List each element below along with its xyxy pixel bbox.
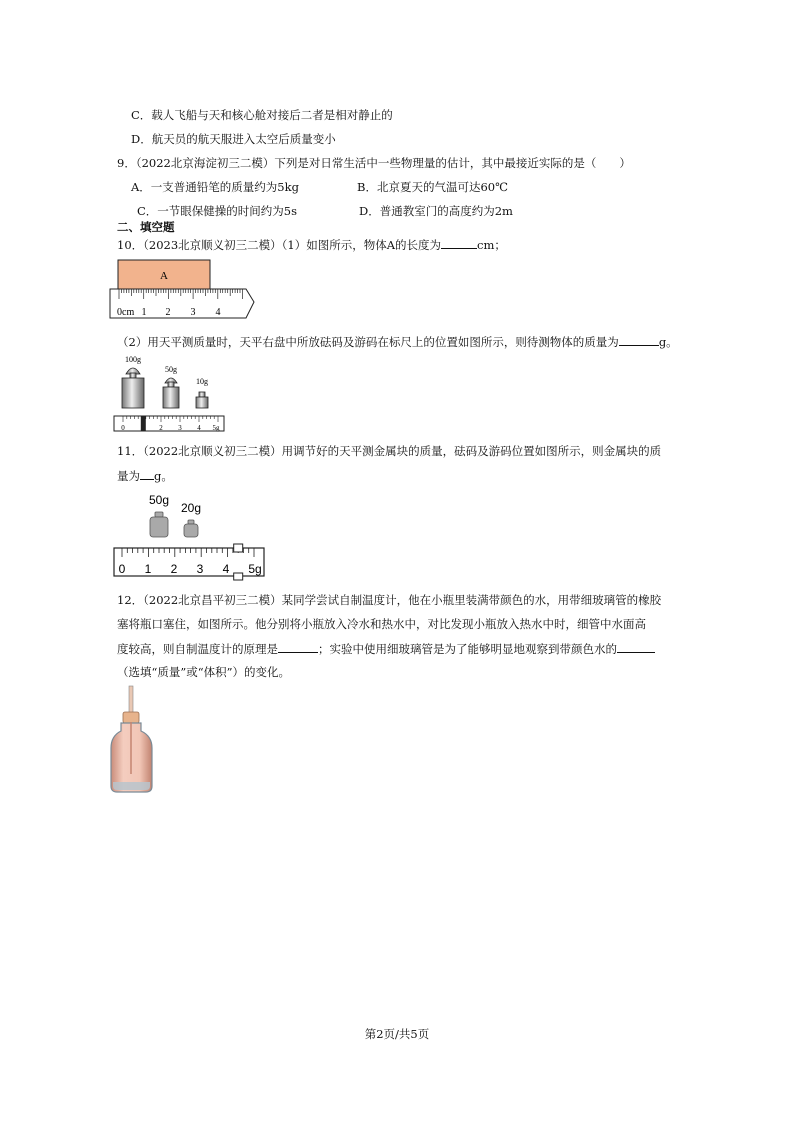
scale1-label-2: 2 — [159, 424, 163, 432]
weight-50g-label: 50g — [165, 365, 177, 374]
weight-10g — [196, 392, 208, 408]
weights-figure-1 — [112, 352, 232, 434]
ruler-label-2: 2 — [165, 307, 171, 318]
scale1-label-3: 3 — [178, 424, 182, 432]
ruler-label-1: 1 — [141, 307, 147, 318]
q9-option-d: D．普通教室门的高度约为2m — [359, 204, 513, 218]
weight-10g-label: 10g — [196, 377, 208, 386]
q10-blank-1 — [441, 236, 477, 249]
q10-stem — [117, 236, 506, 253]
q10-stem-unit: cm； — [477, 238, 506, 252]
rubber-stopper — [123, 712, 139, 723]
q12-blank-1 — [278, 640, 318, 653]
weights-figure-2 — [112, 490, 272, 582]
thermometer-bottle-figure — [110, 684, 160, 796]
q10-part2-text: （2）用天平测质量时，天平右盘中所放砝码及游码在标尺上的位置如图所示，则待测物体的质量为 — [117, 335, 619, 349]
q9-option-b: B．北京夏天的气温可达60℃ — [357, 180, 508, 194]
scale2-label-2: 2 — [170, 562, 178, 576]
weight-20g-label: 20g — [180, 501, 202, 515]
q10-blank-2 — [619, 333, 659, 346]
q11-line2-text: 量为 — [117, 469, 140, 483]
q11-line2-unit: g。 — [154, 469, 173, 483]
q10-stem-text: 10．（2023北京顺义初三二模）（1）如图所示，物体A的长度为 — [117, 238, 442, 252]
weight-100g — [122, 368, 144, 408]
scale1-label-0: 0 — [121, 424, 125, 432]
scale2-label-4: 4 — [222, 562, 230, 576]
scale2-label-0: 0 — [118, 562, 126, 576]
weight-20g — [184, 520, 198, 537]
q10-part2 — [117, 333, 678, 350]
q12-line3 — [117, 640, 655, 657]
scale1-label-5g: 5g — [212, 424, 220, 432]
scale2-label-3: 3 — [196, 562, 204, 576]
q12-line3-mid: ；实验中使用细玻璃管是为了能够明显地观察到带颜色水的 — [318, 642, 617, 656]
q12-line1: 12．（2022北京昌平初三二模）某同学尝试自制温度计，他在小瓶里装满带颜色的水，用带细玻璃管的橡胶 — [117, 593, 662, 607]
q10-part2-unit: g。 — [658, 335, 678, 349]
q11-blank — [140, 467, 154, 480]
scale2-label-1: 1 — [144, 562, 152, 576]
q9-option-c: C．一节眼保健操的时间约为5s — [137, 204, 298, 218]
scale1-label-4: 4 — [197, 424, 201, 432]
block-a-label: A — [160, 270, 168, 282]
page-footer: 第2页/共5页 — [364, 1027, 430, 1041]
q8-option-c: C．载人飞船与天和核心舱对接后二者是相对静止的 — [131, 108, 393, 122]
weight-50g — [163, 378, 179, 408]
section-heading: 二、填空题 — [117, 220, 175, 234]
q11-line1: 11．（2022北京顺义初三二模）用调节好的天平测金属块的质量，砝码及游码位置如图所示，则金属块的质 — [117, 444, 662, 458]
q12-line3-text: 度较高，则自制温度计的原理是 — [117, 642, 278, 656]
bottle-base — [113, 782, 150, 790]
weight-50g-label-2: 50g — [148, 493, 170, 507]
q8-option-d: D．航天员的航天服进入太空后质量变小 — [131, 132, 336, 146]
scale2-label-5g: 5g — [248, 562, 262, 576]
ruler-figure — [108, 258, 258, 320]
q12-line2: 塞将瓶口塞住，如图所示。他分别将小瓶放入冷水和热水中，对比发现小瓶放入热水中时，细管中水面高 — [117, 617, 646, 631]
scale1-rider — [141, 416, 146, 431]
q9-stem: 9．（2022北京海淀初三二模）下列是对日常生活中一些物理量的估计，其中最接近实际的是（ ） — [117, 156, 631, 170]
q12-blank-2 — [617, 640, 655, 653]
ruler-label-3: 3 — [190, 307, 196, 318]
weight-50g-2 — [150, 512, 168, 537]
q12-line4: （选填“质量”或“体积”）的变化。 — [117, 665, 291, 679]
q9-option-a: A．一支普通铅笔的质量约为5kg — [131, 180, 299, 194]
ruler-label-4: 4 — [215, 307, 221, 318]
weight-100g-label: 100g — [125, 355, 141, 364]
ruler-label-0cm: 0cm — [117, 307, 135, 318]
q11-line2 — [117, 467, 173, 484]
